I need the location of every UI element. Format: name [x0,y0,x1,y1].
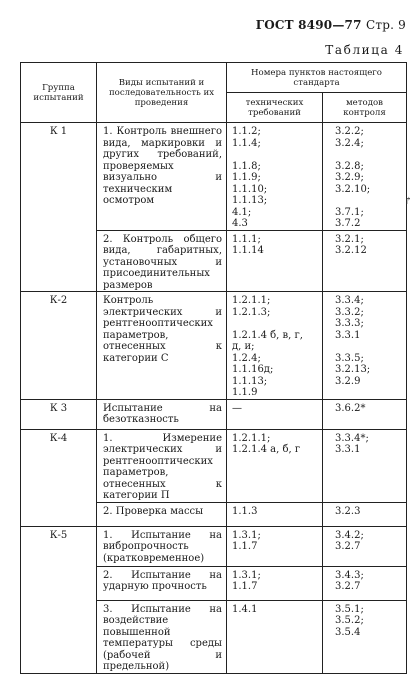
point-ref [232,149,319,161]
tech-points-cell [227,123,323,231]
test-type-cell: 2. Контроль общего вида, габаритных, установочных и присоединительных размеров [97,230,227,292]
test-type-cell: Контроль электрических и рентгенооптических параметров, отнесенных к категории С [97,292,227,400]
point-ref: 3.7.1; [335,206,364,218]
group-cell: К-4 [21,429,97,526]
point-ref: 1.3.1; [232,569,261,581]
tech-points-cell [227,600,323,673]
point-ref: 3.4.3; [335,569,364,581]
point-ref [232,318,319,330]
point-ref: 3.3.4; [335,295,364,306]
point-ref: 1.1.4; [232,137,261,149]
method-points-cell [323,502,407,526]
tech-points-cell [227,502,323,526]
point-ref: д, и; [232,341,255,352]
tech-points-cell [227,526,323,566]
test-type-cell: 1. Измерение электрических и рентгенооптических параметров, отнесенных к категории П [97,429,227,502]
test-table [20,62,407,674]
point-ref: 3.2.2; [335,126,364,137]
point-ref [335,341,403,353]
point-ref: 3.2.13; [335,364,371,375]
point-ref: 1.2.1.3; [232,306,271,318]
point-ref: 1.2.1.1; [232,432,271,444]
standard-number: ГОСТ 8490—77 [255,18,362,32]
point-ref: 1.2.1.1; [232,295,271,306]
point-ref: 3.2.9; [335,172,364,183]
group-cell: К-5 [21,526,97,673]
point-ref: 1.1.9; [232,172,261,183]
tech-points-cell [227,292,323,400]
method-points-cell [323,399,407,429]
group-cell: К 3 [21,399,97,429]
point-ref: 3.3.5; [335,352,364,364]
point-ref: 3.4.2; [335,529,364,541]
table-caption: Таблица 4 [325,43,404,57]
tech-points-cell [227,566,323,600]
point-ref: 1.1.8; [232,160,261,172]
group-cell: К 1 [21,123,97,292]
point-ref: 3.5.1; [335,603,364,615]
table-row [21,429,407,502]
table-row [21,399,407,429]
point-ref [335,195,403,207]
point-ref: 3.2.7 [335,541,361,552]
test-type-cell: 2. Испытание на ударную прочность [97,566,227,600]
point-ref: 1.1.13; [232,195,268,206]
method-points-cell [323,429,407,502]
method-points-cell [323,123,407,231]
point-ref: 1.1.10; [232,183,268,195]
test-type-cell: 1. Контроль внешнего вида, маркировки и других требований, проверяемых визуально и техническим осмотром [97,123,227,231]
tech-points-cell [227,429,323,502]
point-ref: 3.2.12 [335,245,367,256]
point-ref: 3.3.1 [335,329,361,341]
point-ref: 1.2.1.4 а, б, г [232,444,301,455]
point-ref: 1.1.1; [232,233,261,245]
point-ref: 3.2.4; [335,137,364,149]
point-ref: 3.2.10; [335,183,371,195]
point-ref: 3.2.7 [335,581,361,592]
point-ref: 1.4.1 [232,603,258,615]
point-ref: 3.5.4 [335,626,361,638]
point-ref: 1.1.2; [232,126,261,137]
method-points-cell [323,292,407,400]
col-methods-header: методов контроля [323,93,407,123]
point-ref: 4.3 [232,218,248,229]
method-points-cell [323,526,407,566]
group-cell: К-2 [21,292,97,400]
table-row [21,526,407,566]
point-ref: 3.2.3 [335,505,361,517]
col-group-header: Группа испытаний [21,63,97,123]
point-ref: 1.1.16д; [232,364,274,375]
table-row [21,123,407,231]
method-points-cell [323,566,407,600]
point-ref: 1.3.1; [232,529,261,541]
point-ref: 3.3.4*; [335,432,369,444]
point-ref: 4.1; [232,206,252,218]
col-tech-header: технических требований [227,93,323,123]
point-ref: 3.2.8; [335,160,364,172]
test-type-cell: 2. Проверка массы [97,502,227,526]
col-types-header: Виды испытаний и последовательность их проведения [97,63,227,123]
point-ref: 3.7.2 [335,218,361,229]
point-ref: 3.3.1 [335,444,361,455]
point-ref: 1.1.3 [232,505,258,517]
margin-mark: ↱ [404,196,413,207]
point-ref: 1.1.7 [232,541,258,552]
point-ref [335,387,403,399]
method-points-cell [323,600,407,673]
point-ref: 1.1.9 [232,387,258,398]
point-ref: 1.1.13; [232,375,268,387]
point-ref: 1.1.7 [232,581,258,592]
col-points-header: Номера пунктов настоящего стандарта [227,63,407,93]
test-type-cell: 1. Испытание на вибропрочность (кратковременное) [97,526,227,566]
method-points-cell [323,230,407,292]
point-ref: 3.6.2* [335,402,366,414]
test-type-cell: 3. Испытание на воздействие повышенной температуры среды (рабочей и предельной) [97,600,227,673]
tech-points-cell [227,399,323,429]
point-ref [335,149,403,161]
point-ref: — [232,402,242,414]
point-ref: 1.2.1.4 б, в, г, [232,329,303,341]
point-ref: 1.2.4; [232,352,261,364]
test-type-cell: Испытание на безотказность [97,399,227,429]
point-ref: 3.2.1; [335,233,364,245]
point-ref: 1.1.14 [232,245,264,256]
tech-points-cell [227,230,323,292]
page-number: Стр. 9 [366,18,406,32]
point-ref: 3.5.2; [335,615,364,626]
page-header [256,18,406,32]
table-row [21,292,407,400]
point-ref: 3.2.9 [335,375,361,387]
point-ref: 3.3.3; [335,318,364,329]
point-ref: 3.3.2; [335,306,364,318]
